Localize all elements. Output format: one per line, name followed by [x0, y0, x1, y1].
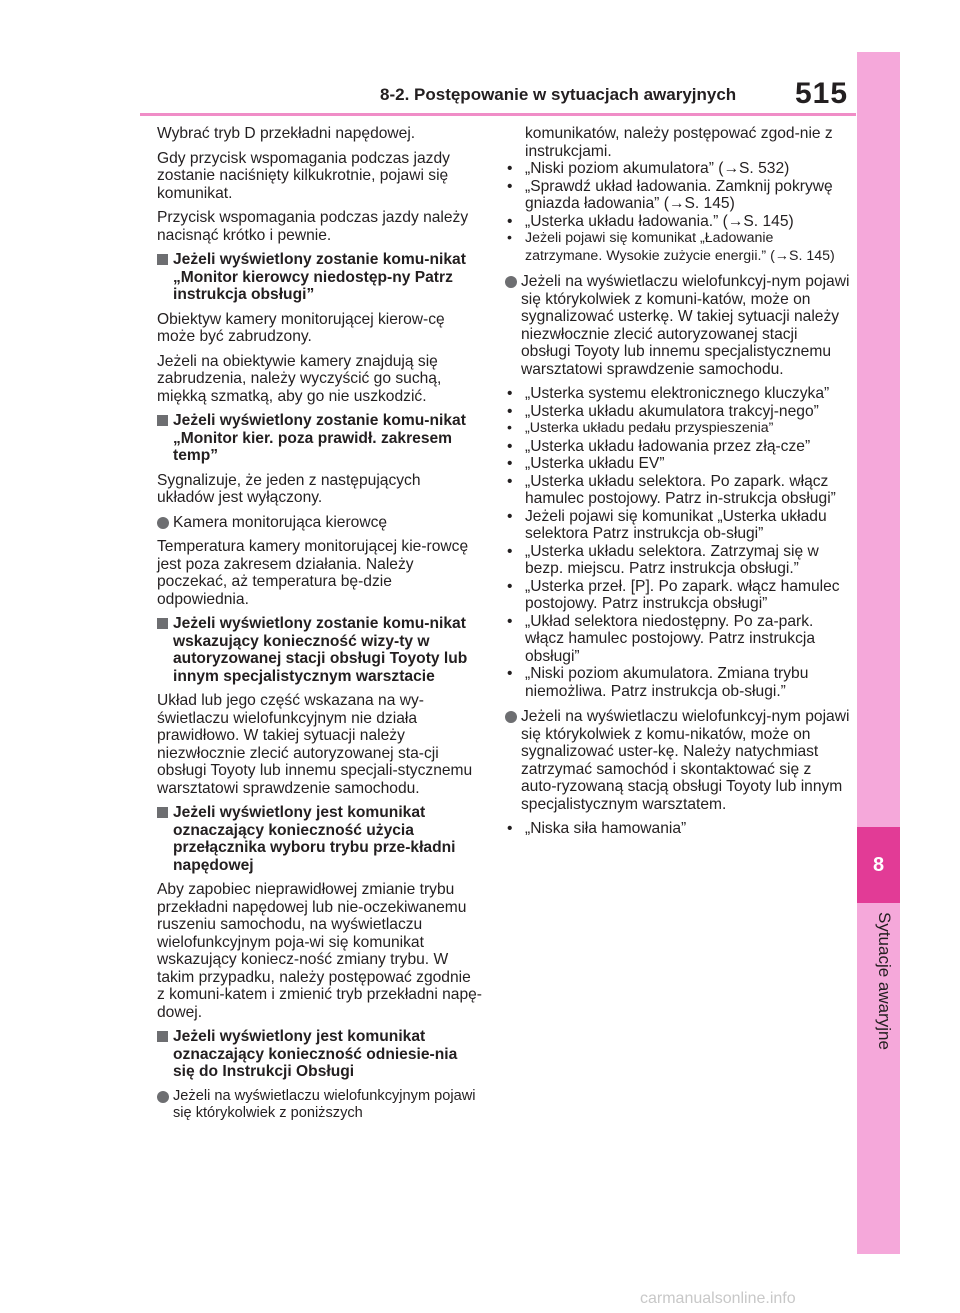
list-item: • „Usterka układu selektora. Zatrzymaj się w bezp. miejscu. Patrz instrukcja obsługi.” [505, 543, 850, 578]
subheading: Jeżeli wyświetlony zostanie komu-nikat „Monitor kierowcy niedostęp-ny Patrz instrukcja obsługi” [157, 251, 482, 304]
circle-item: Jeżeli na wyświetlaczu wielofunkcyj-nym pojawi się którykolwiek z komu-nikatów, może on sygnalizować uster-kę. Należy natychmiast zatrzymać samochód i skontaktować się z auto-ryzowaną stacją obsługi Toyoty lub innym specjalistycznym warsztatem. [505, 708, 850, 813]
paragraph: Układ lub jego część wskazana na wy-świetlaczu wielofunkcyjnym nie działa prawidłowo. W takiej sytuacji należy niezwłocznie zlecić autoryzowanej sta-cji obsługi Toyoty lub innemu specjali-stycznemu warsztatowi sprawdzenie samochodu. [157, 692, 473, 797]
list-item: • „Usterka układu selektora. Po zapark. włącz hamulec postojowy. Patrz in-strukcja obsługi” [505, 473, 850, 508]
watermark: carmanualsonline.info [640, 1290, 796, 1307]
list-item: • „Usterka przeł. [P]. Po zapark. włącz hamulec postojowy. Patrz instrukcja obsługi” [505, 578, 850, 613]
list-item: • „Układ selektora niedostępny. Po za-park. włącz hamulec postojowy. Patrz instrukcja obsługi” [505, 613, 850, 666]
chapter-number: 8 [872, 853, 885, 876]
list-item: • „Usterka układu ładowania.” (→S. 145) [505, 213, 850, 231]
left-column [157, 125, 482, 1130]
chapter-label: Sytuacje awaryjne [875, 912, 894, 1050]
circle-bullet-icon [505, 276, 517, 288]
square-bullet-icon [157, 807, 168, 818]
list-item: • „Usterka układu pedału przyspieszenia” [505, 420, 850, 438]
bullet-list [505, 160, 850, 265]
section-title: 8-2. Postępowanie w sytuacjach awaryjnych [380, 85, 737, 104]
paragraph: Wybrać tryb D przekładni napędowej. [157, 125, 416, 142]
list-item: • „Niski poziom akumulatora” (→S. 532) [505, 160, 850, 178]
square-bullet-icon [157, 415, 168, 426]
paragraph: Jeżeli na obiektywie kamery znajdują się zabrudzenia, należy wyczyścić go suchą, miękką szmatką, aby go nie uszkodzić. [157, 352, 442, 405]
circle-bullet-icon [157, 1091, 169, 1103]
list-item: • „Niska siła hamowania” [505, 820, 850, 838]
square-bullet-icon [157, 254, 168, 265]
continued-text: komunikatów, należy postępować zgod-nie z instrukcjami. [525, 125, 833, 160]
circle-bullet-icon [157, 517, 169, 529]
subheading: Jeżeli wyświetlony zostanie komu-nikat „Monitor kier. poza prawidł. zakresem temp” [157, 412, 482, 465]
list-item: • „Usterka układu ładowania przez złą-cze” [505, 438, 850, 456]
right-column [505, 125, 850, 846]
paragraph: Aby zapobiec nieprawidłowej zmianie trybu przekładni napędowej lub nie-oczekiwanemu ruszeniu samochodu, na wyświetlaczu wielofunkcyjnym poja-wi się komunikat wskazujący koniecz-ność zmiany trybu. W takim przypadku, należy postępować zgodnie z komuni-katem i zmienić tryb przekładni napę-dowej. [157, 881, 482, 1021]
circle-item: Jeżeli na wyświetlaczu wielofunkcyjnym pojawi się którykolwiek z poniższych [157, 1088, 482, 1123]
paragraph: Sygnalizuje, że jeden z następujących układów jest wyłączony. [157, 471, 421, 506]
subheading: Jeżeli wyświetlony jest komunikat oznaczający konieczność użycia przełącznika wyboru trybu prze-kładni napędowej [157, 804, 482, 874]
list-item: • „Usterka systemu elektronicznego kluczyka” [505, 385, 850, 403]
square-bullet-icon [157, 618, 168, 629]
circle-bullet-icon [505, 711, 517, 723]
chapter-number-tab[interactable] [857, 827, 900, 903]
paragraph: Przycisk wspomagania podczas jazdy należy nacisnąć krótko i pewnie. [157, 209, 469, 244]
paragraph: Gdy przycisk wspomagania podczas jazdy zostanie naciśnięty kilkukrotnie, pojawi się komunikat. [157, 149, 450, 202]
header-rule [140, 113, 856, 116]
list-item: • „Niski poziom akumulatora. Zmiana trybu niemożliwa. Patrz instrukcja ob-sługi.” [505, 665, 850, 700]
list-item: • „Usterka układu EV” [505, 455, 850, 473]
list-item: • „Sprawdź układ ładowania. Zamknij pokrywę gniazda ładowania” (→S. 145) [505, 178, 850, 213]
square-bullet-icon [157, 1031, 168, 1042]
paragraph: Temperatura kamery monitorującej kie-rowcę jest poza zakresem działania. Należy poczekać, aż temperatura bę-dzie odpowiednia. [157, 538, 469, 608]
list-item: • Jeżeli pojawi się komunikat „Ładowanie zatrzymane. Wysokie zużycie energii.” (→S. 145) [505, 230, 850, 265]
circle-item: Jeżeli na wyświetlaczu wielofunkcyj-nym pojawi się którykolwiek z komuni-katów, może on sygnalizować usterkę. W takiej sytuacji należy niezwłocznie zlecić autoryzowanej stacji obsługi Toyoty lub innemu specjalistycznemu warsztatowi sprawdzenie samochodu. [505, 273, 850, 378]
bullet-list [505, 820, 850, 838]
paragraph: Obiektyw kamery monitorującej kierow-cę może być zabrudzony. [157, 310, 445, 345]
list-item: • „Usterka układu akumulatora trakcyj-nego” [505, 403, 850, 421]
subheading: Jeżeli wyświetlony jest komunikat oznaczający konieczność odniesie-nia się do Instrukcji Obsługi [157, 1028, 482, 1081]
bullet-list [505, 385, 850, 700]
page-number: 515 [795, 77, 849, 110]
subheading: Jeżeli wyświetlony zostanie komu-nikat wskazujący konieczność wizy-ty w autoryzowanej stacji obsługi Toyoty lub innym specjalistycznym warsztacie [157, 615, 482, 685]
list-item: • Jeżeli pojawi się komunikat „Usterka układu selektora Patrz instrukcja ob-sługi” [505, 508, 850, 543]
circle-item: Kamera monitorująca kierowcę [157, 514, 482, 532]
